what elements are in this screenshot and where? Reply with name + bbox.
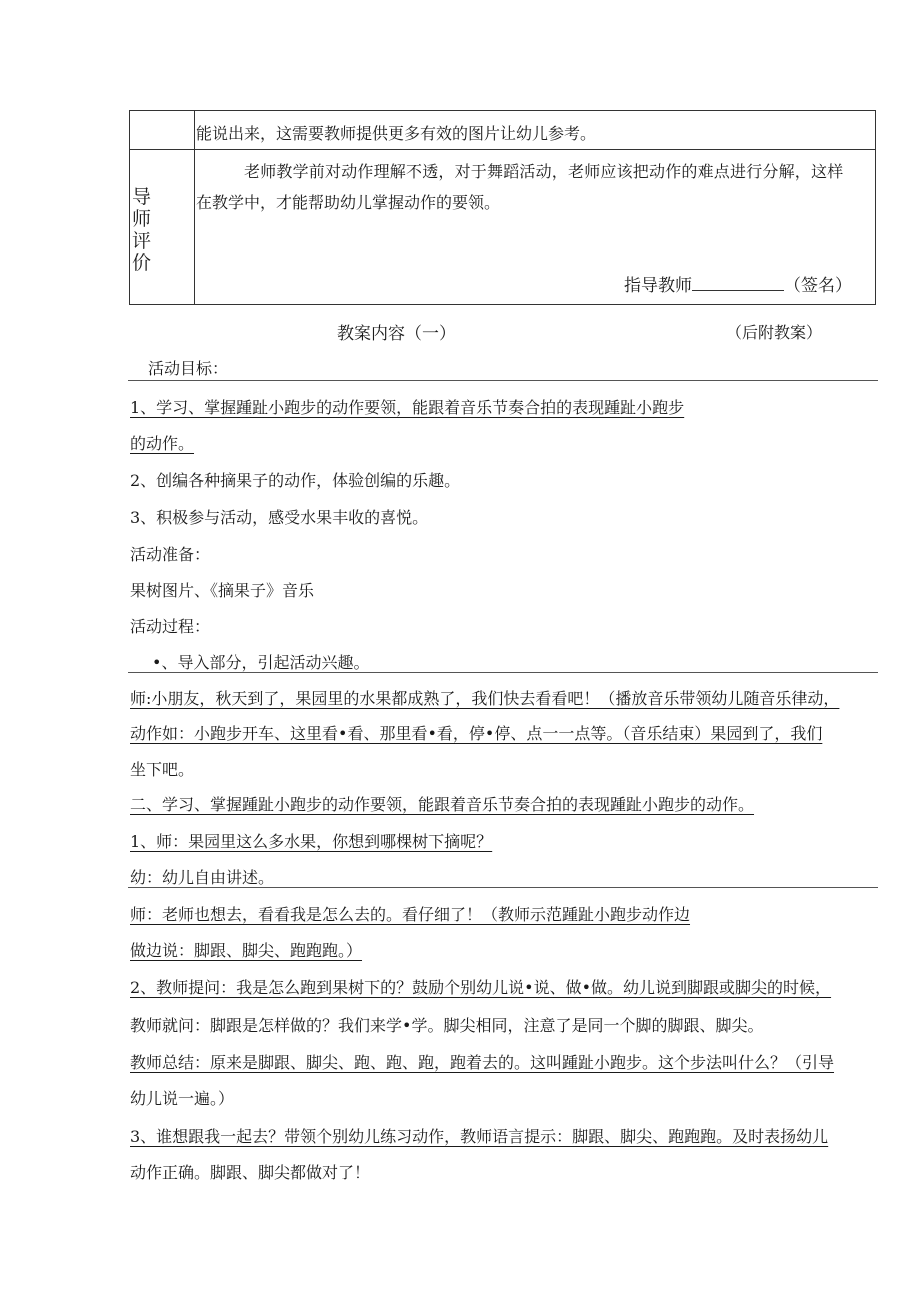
table-row-divider bbox=[129, 149, 876, 150]
goal-3: 3、积极参与活动，感受水果丰收的喜悦。 bbox=[130, 508, 429, 527]
question-2-line-1: 2、教师提问：我是怎么跑到果树下的？鼓励个别幼儿说•说、做•做。幼儿说到脚跟或脚尖的时候， bbox=[130, 978, 832, 997]
divider-line bbox=[128, 672, 878, 673]
appendix-note: （后附教案） bbox=[726, 323, 823, 342]
teacher-summary-line-2: 幼儿说一遍。） bbox=[130, 1089, 235, 1108]
question-2-line-2: 教师就问：脚跟是怎样做的？我们来学•学。脚尖相同，注意了是同一个脚的脚跟、脚尖。 bbox=[130, 1016, 764, 1035]
table-border-right bbox=[875, 110, 876, 305]
divider-line bbox=[128, 380, 878, 381]
mentor-comment-line-2: 在教学中，才能帮助幼儿掌握动作的要领。 bbox=[196, 193, 501, 212]
divider-line bbox=[128, 887, 878, 888]
process-heading: 活动过程： bbox=[130, 617, 211, 636]
lesson-title: 教案内容（一） bbox=[337, 324, 456, 344]
mentor-comment-line-1: 老师教学前对动作理解不透，对于舞蹈活动，老师应该把动作的难点进行分解，这样 bbox=[244, 162, 844, 181]
part-2-heading: 二、学习、掌握踵趾小跑步的动作要领，能跟着音乐节奏合拍的表现踵趾小跑步的动作。 bbox=[130, 795, 755, 814]
signature-line bbox=[624, 271, 852, 296]
mentor-evaluation-label: 导师评价 bbox=[132, 186, 152, 274]
teacher-dialogue-2-line-2: 做边说：脚跟、脚尖、跑跑跑。） bbox=[130, 941, 363, 960]
table-border-left bbox=[129, 110, 130, 305]
table-border-bottom bbox=[129, 304, 876, 305]
prep-heading: 活动准备： bbox=[130, 545, 211, 564]
signature-blank[interactable] bbox=[692, 274, 784, 291]
step-intro: •、导入部分，引起活动兴趣。 bbox=[152, 653, 370, 672]
goals-heading: 活动目标： bbox=[148, 359, 229, 378]
table-top-row-text: 能说出来，这需要教师提供更多有效的图片让幼儿参考。 bbox=[196, 124, 597, 143]
child-response-1: 幼：幼儿自由讲述。 bbox=[130, 868, 275, 887]
prep-items: 果树图片、《摘果子》音乐 bbox=[130, 581, 315, 600]
question-1: 1、师：果园里这么多水果，你想到哪棵树下摘呢？ bbox=[130, 832, 493, 851]
table-border-top bbox=[129, 110, 876, 111]
teacher-dialogue-1-line-3: 坐下吧。 bbox=[130, 760, 195, 779]
table-column-divider bbox=[194, 110, 195, 305]
question-3-line-1: 3、谁想跟我一起去？带领个别幼儿练习动作，教师语言提示：脚跟、脚尖、跑跑跑。及时表扬幼儿 bbox=[130, 1127, 829, 1146]
goal-1-line-2: 的动作。 bbox=[130, 434, 195, 453]
goal-1-line-1: 1、学习、掌握踵趾小跑步的动作要领，能跟着音乐节奏合拍的表现踵趾小跑步 bbox=[130, 398, 685, 417]
teacher-dialogue-1-line-1: 师:小朋友，秋天到了，果园里的水果都成熟了，我们快去看看吧！（播放音乐带领幼儿随音乐律动， bbox=[130, 689, 840, 708]
teacher-summary-line-1: 教师总结：原来是脚跟、脚尖、跑、跑、跑，跑着去的。这叫踵趾小跑步。这个步法叫什么？（引导 bbox=[130, 1053, 835, 1072]
teacher-dialogue-1-line-2: 动作如：小跑步开车、这里看•看、那里看•看，停•停、点一一点等。（音乐结束）果园到了，我们 bbox=[130, 724, 823, 743]
teacher-dialogue-2-line-1: 师：老师也想去，看看我是怎么去的。看仔细了！（教师示范踵趾小跑步动作边 bbox=[130, 905, 691, 924]
signature-prefix: 指导教师 bbox=[624, 276, 692, 296]
question-3-line-2: 动作正确。脚跟、脚尖都做对了！ bbox=[130, 1163, 371, 1182]
goal-2: 2、创编各种摘果子的动作，体验创编的乐趣。 bbox=[130, 471, 461, 490]
signature-suffix: （签名） bbox=[784, 276, 852, 296]
